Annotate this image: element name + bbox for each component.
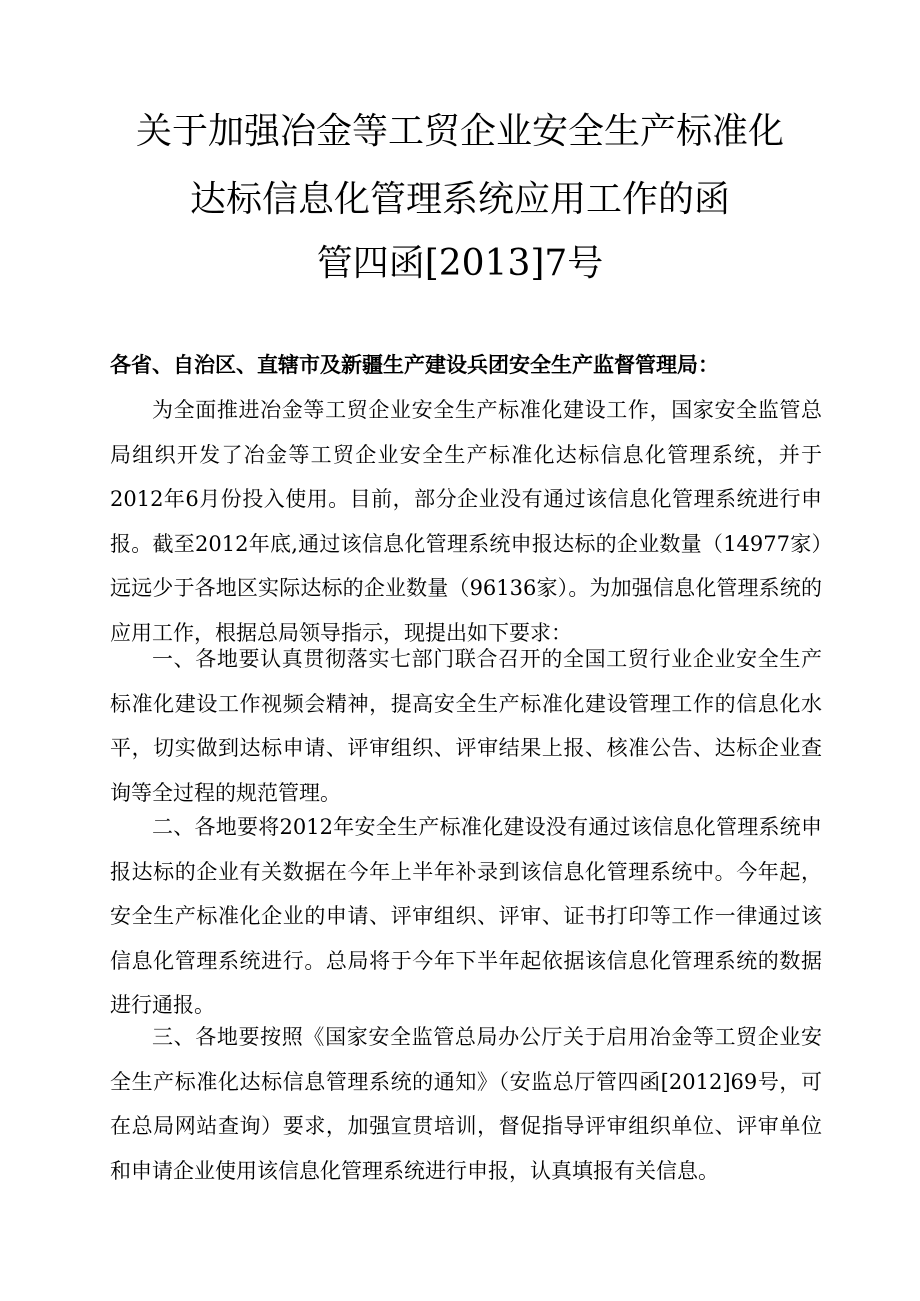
document-number: 管四函[2013]7号 (316, 243, 604, 284)
addressee-line: 各省、自治区、直辖市及新疆生产建设兵团安全生产监督管理局： (110, 353, 719, 377)
document-title-line-2: 达标信息化管理系统应用工作的函 (189, 179, 730, 220)
paragraph-requirement-3: 三、各地要按照《国家安全监管总局办公厅关于启用冶金等工贸企业安全生产标准化达标信息管理系统的通知》（安监总厅管四函[2012]69号，可在总局网站查询）要求，加强宣贯培训，督促指导评审组织单位、评审单位和申请企业使用该信息化管理系统进行申报，认真填报有关信息。 (110, 1025, 822, 1183)
document-title-line-1: 关于加强冶金等工贸企业安全生产标准化 (135, 111, 784, 152)
paragraph-requirement-1: 一、各地要认真贯彻落实七部门联合召开的全国工贸行业企业安全生产标准化建设工作视频会精神，提高安全生产标准化建设管理工作的信息化水平，切实做到达标申请、评审组织、评审结果上报、核准公告、达标企业查询等全过程的规范管理。 (110, 647, 822, 805)
paragraph-intro: 为全面推进冶金等工贸企业安全生产标准化建设工作，国家安全监管总局组织开发了冶金等工贸企业安全生产标准化达标信息化管理系统，并于2012年6月份投入使用。目前，部分企业没有通过该信息化管理系统进行申报。截至2012年底,通过该信息化管理系统申报达标的企业数量（14977家）远远少于各地区实际达标的企业数量（96136家）。为加强信息化管理系统的应用工作，根据总局领导指示，现提出如下要求： (110, 398, 822, 645)
paragraph-requirement-2: 二、各地要将2012年安全生产标准化建设没有通过该信息化管理系统申报达标的企业有关数据在今年上半年补录到该信息化管理系统中。今年起，安全生产标准化企业的申请、评审组织、评审、证书打印等工作一律通过该信息化管理系统进行。总局将于今年下半年起依据该信息化管理系统的数据进行通报。 (110, 815, 822, 1017)
